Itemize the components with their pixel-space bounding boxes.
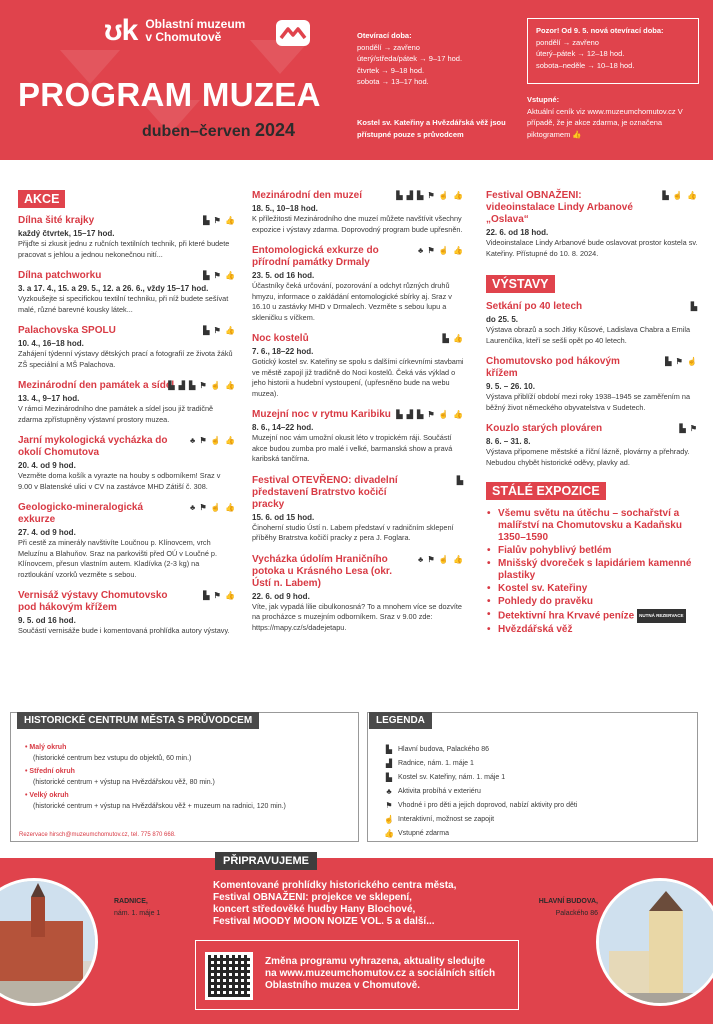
change-line: Oblastního muzea v Chomutově. [265, 980, 421, 991]
subtitle-year: 2024 [254, 120, 295, 140]
event-item [252, 333, 464, 399]
event-title-text: Kouzlo starých plováren [486, 423, 603, 434]
main-building-caption [536, 896, 598, 920]
town-hall-caption [114, 896, 160, 920]
event-description: Při cestě za minerály navštivíte Loučnou p. Klínovcem, vrch Meluzínu a Blahuňov. Sraz na parkovišti před OÚ v Loučné p. Klínovcem, přesun vlastním autem. Kladívka (2-3 kg) na roztloukání vzorků vezměte s sebou. [18, 538, 218, 579]
notice-heading: Pozor! Od 9. 5. nová otevírací doba: [536, 26, 664, 35]
event-icons: ▙ ☝ 👍 [662, 191, 698, 200]
event-title[interactable] [252, 333, 464, 345]
hours-line: sobota → 13–17 hod. [357, 77, 429, 86]
preparing-text [213, 880, 456, 928]
legend-text: Hlavní budova, Palackého 86 [398, 746, 490, 753]
event-item [18, 502, 236, 580]
legend-icon: ▙ [385, 773, 393, 782]
event-title[interactable] [486, 356, 698, 380]
event-icons: ▙ ⚑ 👍 [203, 271, 236, 280]
permanent-exhibition-name: Hvězdářská věž [498, 624, 573, 635]
section-heading-vystavy: VÝSTAVY [486, 275, 555, 293]
legend-text: Radnice, nám. 1. máje 1 [398, 760, 474, 767]
event-item [18, 435, 236, 492]
legend-icon: ⚑ [385, 801, 393, 810]
event-title[interactable] [486, 423, 698, 435]
subtitle-months: duben–červen [142, 123, 251, 140]
event-item [18, 325, 236, 370]
section-heading-stale: STÁLÉ EXPOZICE [486, 482, 606, 500]
entry-info [527, 94, 705, 140]
event-title[interactable] [18, 380, 236, 392]
event-description: Zahájení týdenní výstavy dětských prací a fotografií ze života žáků ZŠ speciální a MŠ Palachova. [18, 349, 233, 369]
event-item [18, 270, 236, 315]
tour-item: • Malý okruh (historické centrum bez vstupu do objektů, 60 min.) [25, 743, 355, 764]
event-title-text: Chomutovsko pod hákovým křížem [486, 356, 620, 379]
footer [0, 855, 713, 1024]
column-1 [18, 190, 236, 647]
legend-box [367, 712, 698, 842]
event-item [486, 423, 698, 468]
event-title-text: Entomologická exkurze do přírodní památky Drmaly [252, 245, 379, 268]
event-title-text: Mezinárodní den muzeí [252, 190, 363, 201]
event-date: 8. 6., 14–22 hod. [252, 423, 314, 432]
legend-text: Vhodné i pro děti a jejich doprovod, nabízí aktivity pro děti [398, 802, 578, 809]
permanent-exhibition-name: Fialův pohyblivý betlém [498, 545, 612, 556]
event-description: Gotický kostel sv. Kateřiny se spolu s dalšími církevními stavbami ve městě zapojí již tradičně do Noci kostelů. Čeká vás výklad o jeho historii a hudební vystoupení, (upřesněno bude na webu muzea). [252, 357, 464, 398]
event-description: Vyzkoušejte si specifickou textilní techniku, při níž budete sešívat malé, různé barevné kousky látek... [18, 294, 229, 314]
entry-heading: Vstupné: [527, 95, 560, 104]
column-2 [252, 190, 464, 643]
event-title-text: Muzejní noc v rytmu Karibiku [252, 409, 391, 420]
permanent-exhibition-item[interactable] [486, 624, 698, 636]
preparing-line: Komentované prohlídky historického centra města, [213, 880, 457, 891]
event-icons: ♣ ⚑ ☝ 👍 [417, 246, 464, 255]
permanent-exhibition-item[interactable] [486, 583, 698, 595]
event-description: Výstava přiblíží období mezi roky 1938–1945 se zaměřením na běžný život německého obyvatelstva v Sudetech. [486, 392, 691, 412]
legend-icon: ▟ [385, 759, 393, 768]
event-title-text: Dílna šité krajky [18, 215, 95, 226]
permanent-exhibition-item[interactable] [486, 609, 698, 623]
legend-icon: 👍 [384, 829, 394, 838]
event-title-text: Festival OTEVŘENO: divadelní představení Bratrstvo kočičí pracky [252, 474, 398, 510]
event-title-text: Vycházka údolím Hraničního potoka u Krásného Lesa (okr. Ústí n. Labem) [252, 553, 393, 589]
tour-name: Velký okruh [29, 792, 69, 799]
event-description: Činoherní studio Ústí n. Labem představí v radničním sklepení příběhy Bratrstva kočičí pracky z pera J. Foglara. [252, 522, 454, 542]
historic-centre-title: HISTORICKÉ CENTRUM MĚSTA S PRŮVODCEM [17, 712, 259, 729]
change-line: Změna programu vyhrazena, aktuality sledujte [265, 956, 486, 967]
historic-centre-box [10, 712, 359, 842]
legend-text: Aktivita probíhá v exteriéru [398, 788, 481, 795]
event-item [18, 215, 236, 260]
main-building-photo [596, 878, 713, 1006]
preparing-line: koncert středověké hudby Hany Blochové, [213, 904, 416, 915]
reservation-required-badge: NUTNÁ REZERVACE [637, 609, 685, 623]
event-item [18, 380, 236, 425]
preparing-line: Festival OBNAŽENI: projekce ve sklepení, [213, 892, 412, 903]
event-item [252, 409, 464, 465]
legend-text: Kostel sv. Kateřiny, nám. 1. máje 1 [398, 774, 506, 781]
event-title[interactable] [252, 554, 464, 590]
hours-line: čtvrtek → 9–18 hod. [357, 65, 425, 75]
event-date: do 25. 5. [486, 315, 519, 324]
legend-item [380, 757, 577, 771]
event-title[interactable] [18, 590, 236, 614]
page-title: PROGRAM MUZEA [18, 76, 321, 113]
event-title[interactable] [18, 215, 236, 227]
museum-logo[interactable] [104, 14, 245, 48]
entry-text: Aktuální ceník viz www.muzeumchomutov.cz V případě, že je akce zdarma, je označena piktogramem 👍 [527, 106, 683, 139]
event-title[interactable] [486, 301, 698, 313]
legend-icon: ▙ [385, 745, 393, 754]
notice-line: pondělí → zavřeno [536, 37, 599, 47]
permanent-exhibition-item[interactable] [486, 596, 698, 608]
event-item [252, 554, 464, 634]
change-line[interactable]: na www.muzeumchomutov.cz a sociálních sítích [265, 968, 496, 979]
event-date: 22. 6. od 18 hod. [486, 228, 549, 237]
event-item [252, 475, 464, 544]
permanent-exhibition-name: Pohledy do pravěku [498, 596, 594, 607]
event-icons: ▙ ⚑ 👍 [203, 326, 236, 335]
logo-line2: v Chomutově [145, 30, 222, 44]
event-icons: ▙ [456, 475, 464, 485]
legend-item [380, 799, 577, 813]
tour-item: • Střední okruh (historické centrum + výstup na Hvězdářskou věž, 80 min.) [25, 767, 355, 788]
event-description: Přijďte si zkusit jednu z ručních textilních technik, při které budete pracovat s jehlou a jednou nekonečnou nití... [18, 239, 230, 259]
event-item [486, 190, 698, 259]
event-title-text: Dílna patchworku [18, 270, 102, 281]
event-title[interactable] [252, 245, 464, 269]
event-date: 9. 5. od 16 hod. [18, 616, 76, 625]
header [0, 0, 713, 160]
event-date: 7. 6., 18–22 hod. [252, 347, 314, 356]
event-icons: ▙ ⚑ [679, 424, 698, 433]
column-3 [486, 190, 698, 637]
event-description: K příležitosti Mezinárodního dne muzeí můžete navštívit všechny expozice i výstavy zdarma. Doprovodný program bude upřesněn. [252, 214, 463, 234]
legend-item [380, 771, 577, 785]
event-title[interactable] [18, 435, 236, 459]
event-title[interactable] [252, 409, 464, 421]
event-title-text: Mezinárodní den památek a sídel [18, 380, 175, 391]
event-title[interactable] [486, 190, 698, 226]
permanent-exhibition-name: Detektivní hra Krvavé peníze [498, 610, 635, 622]
mountain-logo-icon [276, 20, 310, 46]
event-icons: ▙ ▟ ▙ ⚑ ☝ 👍 [396, 191, 464, 200]
legend-text: Interaktivní, možnost se zapojit [398, 816, 495, 823]
event-icons: ♣ ⚑ ☝ 👍 [189, 503, 236, 512]
notice-line: sobota–neděle → 10–18 hod. [536, 60, 635, 70]
event-title[interactable] [18, 502, 236, 526]
event-icons: ♣ ⚑ ☝ 👍 [417, 554, 464, 564]
event-title[interactable] [252, 475, 464, 511]
qr-code[interactable] [205, 952, 253, 1000]
tour-description: (historické centrum + výstup na Hvězdářskou věž, 80 min.) [33, 778, 215, 786]
event-title-text: Jarní mykologická vycházka do okolí Chomutova [18, 435, 168, 458]
legend-title: LEGENDA [369, 712, 432, 729]
notice-box [527, 18, 699, 84]
event-icons: ▙ [690, 302, 698, 311]
event-date: 18. 5., 10–18 hod. [252, 204, 318, 213]
page-subtitle [142, 120, 295, 141]
event-title-text: Setkání po 40 letech [486, 301, 583, 312]
preparing-title: PŘIPRAVUJEME [215, 852, 317, 870]
tour-description: (historické centrum bez vstupu do objektů, 60 min.) [33, 754, 192, 762]
hours-line: úterý/středa/pátek → 9–17 hod. [357, 54, 463, 63]
event-description: Vezměte doma košík a vyrazte na houby s odborníkem! Sraz v 9.00 v Blatenské ulici v CV na zastávce MHD Zátiší č. 308. [18, 471, 221, 491]
town-hall-photo [0, 878, 98, 1006]
tour-item: • Velký okruh (historické centrum + výstup na Hvězdářskou věž + muzeum na radnici, 120 min.) [25, 791, 355, 812]
event-title-text: Palachovska SPOLU [18, 325, 116, 336]
hours-heading: Otevírací doba: [357, 31, 412, 40]
tour-name: Střední okruh [29, 768, 75, 775]
permanent-exhibition-name: Mnišský dvoreček s lapidáriem kamenné plastiky [498, 558, 692, 581]
permanent-exhibitions-list [486, 508, 698, 636]
hours-line: pondělí → zavřeno [357, 42, 420, 52]
event-date: 23. 5. od 16 hod. [252, 271, 315, 280]
event-description: Víte, jak vypadá lilie cibulkonosná? To a mnohem více se dozvíte na procházce s muzejním odborníkem. Sraz v 9.00 zde: https://mapy.cz/s/dadejetapu. [252, 601, 462, 632]
logo-line1: Oblastní muzeum [145, 17, 246, 31]
event-title-text: Noc kostelů [252, 333, 309, 344]
event-item [252, 245, 464, 323]
event-title-text: Geologicko-mineralogická exkurze [18, 502, 144, 525]
town-hall-label: RADNICE, [114, 898, 148, 905]
town-hall-address: nám. 1. máje 1 [114, 910, 161, 917]
permanent-exhibition-name: Kostel sv. Kateřiny [498, 583, 588, 594]
logo-mark: ʊk [104, 14, 138, 47]
notice-line: úterý–pátek → 12–18 hod. [536, 49, 625, 58]
event-title[interactable] [252, 190, 464, 202]
main-building-address: Palackého 86 [555, 910, 598, 917]
event-description: V rámci Mezinárodního dne památek a sídel jsou již tradičně zdarma zpřístupněny výstavní prostory muzea. [18, 404, 214, 424]
event-icons: ▙ ⚑ 👍 [203, 591, 236, 600]
event-description: Účastníky čeká určování, pozorování a odchyt různých druhů hmyzu, informace o zakládání entomologické sbírky aj. Sraz v 16.10 u zastávky MHD v Drmalech. Vezměte s sebou lupu a skleničku s víčkem. [252, 281, 452, 322]
event-item [486, 301, 698, 346]
guide-note: Kostel sv. Kateřiny a Hvězdářská věž jsou přístupné pouze s průvodcem [357, 118, 506, 139]
event-date: 3. a 17. 4., 15. a 29. 5., 12. a 26. 6., vždy 15–17 hod. [18, 284, 209, 293]
event-title[interactable] [18, 270, 236, 282]
event-item [18, 590, 236, 637]
legend-item [380, 813, 577, 827]
permanent-exhibition-item[interactable] [486, 545, 698, 557]
permanent-exhibition-item[interactable] [486, 508, 698, 544]
event-icons: ♣ ⚑ ☝ 👍 [189, 436, 236, 445]
event-icons: ▙ ▟ ▙ ⚑ ☝ 👍 [396, 410, 464, 419]
tour-description: (historické centrum + výstup na Hvězdářskou věž + muzeum na radnici, 120 min.) [33, 802, 286, 810]
event-item [252, 190, 464, 235]
event-date: 27. 4. od 9 hod. [18, 528, 76, 537]
event-title-text: Vernisáž výstavy Chomutovsko pod hákovým křížem [18, 590, 168, 613]
event-icons: ▙ ⚑ 👍 [203, 216, 236, 225]
event-icons: ▙ ⚑ ☝ [665, 357, 698, 366]
event-date: 8. 6. – 31. 8. [486, 437, 531, 446]
event-icons: ▙ ▟ ▙ ⚑ ☝ 👍 [168, 381, 236, 390]
event-item [486, 356, 698, 413]
main-building-label: HLAVNÍ BUDOVA, [538, 898, 598, 905]
legend-item [380, 827, 577, 841]
event-date: každý čtvrtek, 15–17 hod. [18, 229, 115, 238]
reservation-contact[interactable]: Rezervace hirsch@muzeumchomutov.cz, tel. 775 870 668. [19, 832, 176, 838]
event-title[interactable] [18, 325, 236, 337]
permanent-exhibition-item[interactable] [486, 558, 698, 582]
legend-item [380, 743, 577, 757]
event-date: 9. 5. – 26. 10. [486, 382, 535, 391]
event-description: Výstava obrazů a soch Jitky Kůsové, Ladislava Chabra a Emila Laurenčíka, kteří se sešli opět po 40 letech. [486, 325, 691, 345]
preparing-line: Festival MOODY MOON NOIZE VOL. 5 a další... [213, 916, 435, 927]
event-date: 22. 6. od 9 hod. [252, 591, 310, 601]
legend-icon: ♣ [386, 787, 392, 796]
section-heading-akce: AKCE [18, 190, 65, 208]
event-date: 13. 4., 9–17 hod. [18, 394, 80, 403]
tour-name: Malý okruh [29, 744, 67, 751]
event-date: 20. 4. od 9 hod. [18, 461, 76, 470]
opening-hours [357, 30, 517, 88]
legend-text: Vstupné zdarma [398, 830, 449, 837]
event-date: 10. 4., 16–18 hod. [18, 339, 84, 348]
event-description: Videoinstalace Lindy Arbanové bude oslavovat prostor kostela sv. Kateřiny. Přístupné do 10. 8. 2024. [486, 238, 698, 258]
event-description: Součástí vernisáže bude i komentovaná prohlídka autory výstavy. [18, 626, 230, 635]
event-icons: ▙ 👍 [442, 334, 464, 343]
event-date: 15. 6. od 15 hod. [252, 512, 315, 522]
event-title-text: Festival OBNAŽENI: videoinstalace Lindy Arbanové „Oslava“ [486, 190, 633, 225]
permanent-exhibition-name: Všemu světu na útěchu – sochařství a malířství na Chomutovsku a Kadaňsku 1350–1590 [498, 508, 682, 543]
legend-item [380, 785, 577, 799]
event-description: Muzejní noc vám umožní okusit léto v tropickém ráji. Součástí akce budou zumba pro malé i velké, barmanská show a pravá karibská tančírna. [252, 433, 453, 463]
event-description: Výstava připomene městské a říční lázně, plovárny a přehrady. Nebudou chybět historické oděvy, plavky ad. [486, 447, 690, 467]
legend-icon: ☝ [384, 815, 394, 824]
